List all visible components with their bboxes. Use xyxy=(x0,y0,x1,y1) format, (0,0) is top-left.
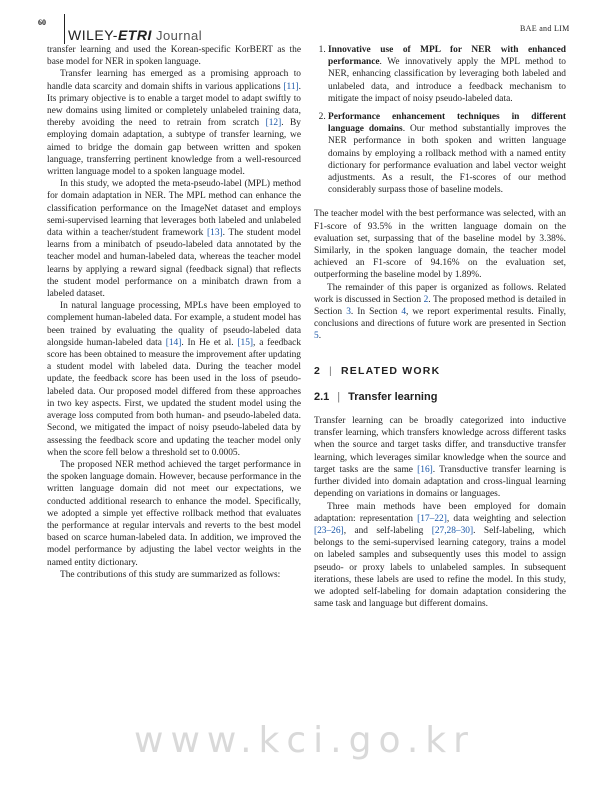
page-number: 60 xyxy=(38,18,46,27)
citation-link[interactable]: [14] xyxy=(165,337,182,348)
page-header xyxy=(0,0,609,43)
list-item: 1. Innovative use of MPL for NER with enhanced performance. We innovatively apply the MPL method to NER, enhancing classification by leveraging both labeled and unlabeled data, and introduce a feedback mechanism to mitigate the impact of noisy pseudo-labeled data. xyxy=(328,44,566,105)
right-column xyxy=(314,44,566,610)
paragraph: The proposed NER method achieved the target performance in the spoken language domain. However, because performance in the written language domain did not meet our expectations, we conducted additional research to enhance the model. Specifically, we adopted a simple yet effective rollback method that evaluates the performance at regular intervals and reverts to the best model based on scarce human-labeled data. In addition, we improved the model performance by adjusting the label vector weights in the named entity dictionary. xyxy=(47,459,301,568)
subsection-heading: 2.1 | Transfer learning xyxy=(314,390,438,403)
citation-link[interactable]: [13] xyxy=(207,228,223,239)
section-link[interactable]: 4 xyxy=(401,307,407,318)
citation-link[interactable]: [27,28–30] xyxy=(431,525,474,536)
paragraph: The remainder of this paper is organized as follows. Related work is discussed in Section 2. The proposed method is detailed in Section 3. In Section 4, we report experimental results. Finally, conclusions and directions of future work are presented in Section 5. xyxy=(314,282,567,342)
journal-logo xyxy=(68,27,202,43)
logo-journal: Journal xyxy=(151,28,203,43)
paragraph: Transfer learning has emerged as a promising approach to handle data scarcity and domain shifts in various applications [11]. Its primary objective is to enable a target model to adapt swiftly to new domains using limited or completely unlabeled training data, thereby avoiding the need to retrain from scratch [12]. By employing domain adaptation, a subtype of transfer learning, we aimed to bridge the domain gap between written and spoken language, transferring pertinent knowledge from a well-resourced written language model to a spoken language model. xyxy=(47,69,301,178)
section-link[interactable]: 2 xyxy=(423,294,429,305)
logo-etri: ETRI xyxy=(117,27,152,43)
contributions-list xyxy=(314,44,566,196)
list-item: 2. Performance enhancement techniques in different language domains. Our method substantially improves the NER performance in both spoken and written language domains by employing a rollback method with a named entity dictionary for performance evaluation and label vector weight adjustments. As a result, the F1-scores of our method considerably surpass those of baseline models. xyxy=(328,111,566,196)
citation-link[interactable]: [11] xyxy=(283,81,299,92)
header-divider xyxy=(64,14,65,44)
paragraph: Three main methods have been employed for domain adaptation: representation [17–22], data weighting and selection [23–26], and self-labeling [27,28–30]. Self-labeling, which belongs to the semi-supervised learning category, trains a model on labeled samples and subsequently uses this model to assign pseudo- or proxy labels to unlabeled samples. In subsequent iterations, these labels are used to refine the model. In this study, we adopted self-labeling for domain adaptation considering the same task and language but different domains. xyxy=(314,501,566,610)
citation-link[interactable]: [23–26] xyxy=(314,525,344,536)
paragraph: transfer learning and used the Korean-specific KorBERT as the base model for NER in spoken language. xyxy=(47,45,301,68)
citation-link[interactable]: [12] xyxy=(265,118,282,129)
citation-link[interactable]: [16] xyxy=(417,464,433,475)
section-link[interactable]: 3 xyxy=(346,307,351,318)
paragraph: In this study, we adopted the meta-pseudo-label (MPL) method for domain adaptation in NER. The MPL method can enhance the classification performance on the ImageNet dataset and employs semi-supervised learning that leverages both labeled and unlabeled data within a teacher/student framework [13]. The student model learns from a minibatch of pseudo-labeled data annotated by the teacher model and human-labeled data, whereas the teacher model learns by applying a reward signal (feedback signal) that reflects the student model performance on a minibatch drawn from a labeled dataset. xyxy=(47,179,301,300)
watermark: www.kci.go.kr xyxy=(134,720,475,761)
paragraph: Transfer learning can be broadly categorized into inductive transfer learning, which transfers knowledge across different tasks when the source and target tasks differ, and transductive transfer learning, which leverages similar knowledge when the source and target tasks are the same [16]. Transductive transfer learning is further divided into domain adaptation and cross-lingual learning depending on variations in domains or languages. xyxy=(314,416,566,500)
citation-link[interactable]: [17–22] xyxy=(417,513,447,524)
section-heading: 2 | RELATED WORK xyxy=(314,364,441,377)
logo-wiley: WILEY- xyxy=(68,27,118,43)
section-link[interactable]: 5 xyxy=(314,331,319,342)
citation-link[interactable]: [15] xyxy=(237,337,254,348)
paragraph: In natural language processing, MPLs have been employed to complement human-labeled data. For example, a student model has been trained by evaluating the quality of pseudo-labeled data alongside human-labeled data [14]. In He et al. [15], a feedback score has been obtained to measure the improvement after updating a student model with labeled data. During the teacher model update, the feedback score has been used in the loss of pseudo-labeled data. Our proposed model differed from these approaches in two key aspects. First, we updated the student model using the average loss computed from both human- and pseudo-labeled data. Second, we mitigated the impact of noisy pseudo-labeled data by assessing the feedback score and updating the teacher model only when the score fell below a threshold set to 0.0005. xyxy=(47,301,302,458)
paragraph: The teacher model with the best performance was selected, with an F1-score of 93.5% in the written language domain on the evaluation set, surpassing that of the baseline model by 3.38%. Similarly, in the spoken language domain, the teacher model achieved an F1-score of 94.16% on the evaluation set, outperforming the baseline model by 1.89%. xyxy=(314,209,566,281)
left-column xyxy=(47,44,301,581)
paragraph: The contributions of this study are summarized as follows: xyxy=(60,569,281,580)
running-author: BAE and LIM xyxy=(520,24,570,33)
